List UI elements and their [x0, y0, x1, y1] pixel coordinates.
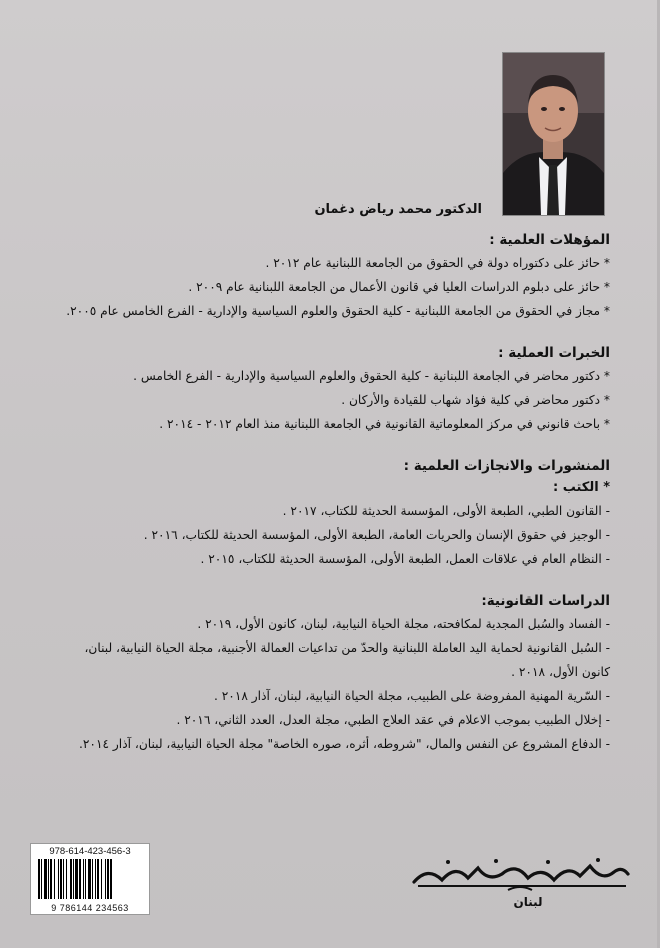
- publications-title: المنشورات والانجازات العلمية :: [403, 458, 610, 474]
- study-item: - السُبل القانونية لحماية اليد العاملة اللبنانية والحدّ من تداعيات العمالة الأجنبية، مجلة الحياة النيابية، لبنان،: [84, 641, 610, 655]
- isbn-barcode: [30, 843, 150, 915]
- author-name: الدكتور محمد رياض دغمان: [314, 202, 482, 217]
- books-subtitle: * الكتب :: [552, 480, 610, 495]
- publisher-city: لبنان: [513, 895, 543, 909]
- author-bio: [28, 232, 610, 778]
- study-item: - الفساد والسُبل المجدية لمكافحته، مجلة الحياة النيابية، لبنان، كانون الأول، ٢٠١٩ .: [197, 617, 610, 631]
- book-item: - الوجيز في حقوق الإنسان والحريات العامة، الطبعة الأولى، المؤسسة الحديثة للكتاب، ٢٠١٦ .: [143, 528, 610, 542]
- publisher-logo: [408, 856, 634, 892]
- qualification-item: * حائز على دكتوراه دولة في الحقوق من الجامعة اللبنانية عام ٢٠١٢ .: [265, 256, 610, 270]
- studies-title: الدراسات القانونية:: [481, 593, 610, 609]
- study-item: - السّرية المهنية المفروضة على الطبيب، مجلة الحياة النيابية، لبنان، آذار ٢٠١٨ .: [213, 689, 610, 703]
- experience-item: * دكتور محاضر في الجامعة اللبنانية - كلية الحقوق والعلوم السياسية والإدارية - الفرع الخامس .: [133, 369, 610, 383]
- publisher-calligraphy-icon: [408, 856, 634, 892]
- publications-section: [28, 458, 610, 571]
- qualifications-section: [28, 232, 610, 323]
- experience-title: الخبرات العملية :: [498, 345, 610, 361]
- book-item: - النظام العام في علاقات العمل، الطبعة الأولى، المؤسسة الحديثة للكتاب، ٢٠١٥ .: [200, 552, 610, 566]
- experience-item: * دكتور محاضر في كلية فؤاد شهاب للقيادة والأركان .: [341, 393, 610, 407]
- study-item: - إخلال الطبيب بموجب الاعلام في عقد العلاج الطبي، مجلة العدل، العدد الثاني، ٢٠١٦ .: [176, 713, 610, 727]
- barcode-bars: [37, 859, 143, 899]
- qualifications-title: المؤهلات العلمية :: [489, 232, 610, 248]
- book-item: - القانون الطبي، الطبعة الأولى، المؤسسة الحديثة للكتاب، ٢٠١٧ .: [282, 504, 610, 518]
- author-portrait-image: [503, 53, 604, 215]
- barcode-digits: 9 786144 234563: [51, 903, 129, 913]
- isbn-number: 978-614-423-456-3: [49, 846, 131, 857]
- qualification-item: * مجاز في الحقوق من الجامعة اللبنانية - كلية الحقوق والعلوم السياسية والإدارية - الفرع الخامس عام ٢٠٠٥.: [66, 304, 610, 318]
- studies-section: [28, 593, 610, 756]
- qualification-item: * حائز على دبلوم الدراسات العليا في قانون الأعمال من الجامعة اللبنانية عام ٢٠٠٩ .: [188, 280, 610, 294]
- experience-section: [28, 345, 610, 436]
- experience-item: * باحث قانوني في مركز المعلوماتية القانونية في الجامعة اللبنانية منذ العام ٢٠١٢ - ٢٠١٤ .: [159, 417, 610, 431]
- study-item: كانون الأول، ٢٠١٨ .: [511, 665, 610, 679]
- study-item: - الدفاع المشروع عن النفس والمال، "شروطه، أثره، صوره الخاصة" مجلة الحياة النيابية، لبنان، آذار ٢٠١٤.: [78, 737, 610, 751]
- author-photo: [502, 52, 605, 216]
